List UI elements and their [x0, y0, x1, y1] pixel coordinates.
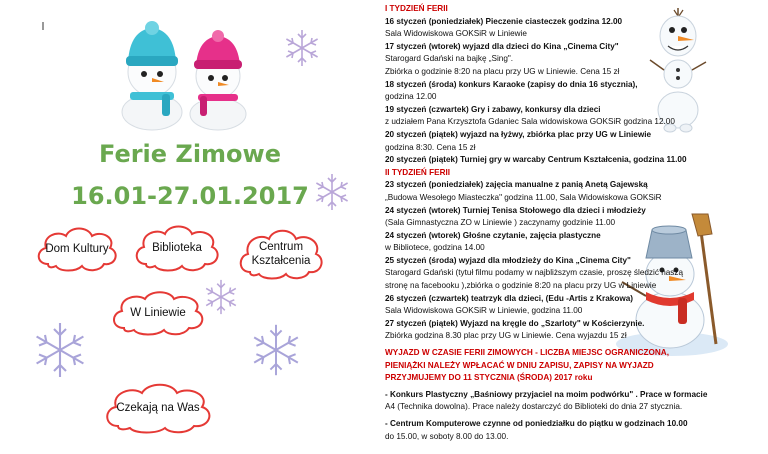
schedule-line: 17 styczeń (wtorek) wyjazd dla dzieci do Kina „Cinema City": [385, 41, 619, 51]
cloud-label: Dom Kultury: [45, 242, 109, 255]
schedule-line: 19 styczeń (czwartek) Gry i zabawy, konkursy dla dzieci: [385, 104, 601, 114]
cloud-dom-kultury: [34, 224, 120, 274]
schedule-line: „Budowa Wesołego Miasteczka" godzina 11.00, Sala Widowiskowa GOKSiR: [385, 192, 662, 202]
schedule-line: 23 styczeń (poniedziałek) zajęcia manualne z panią Anetą Gajewską: [385, 180, 648, 190]
schedule-line: stronę na facebooku ),zbiórka o godzinie 8:20 na placu przy UG w Liniewie: [385, 281, 657, 291]
schedule-line: 20 styczeń (piątek) Turniej gry w warcaby Centrum Kształcenia, godzina 11.00: [385, 155, 687, 165]
cloud-label: Biblioteka: [152, 241, 202, 254]
week1-header: I TYDZIEŃ FERII: [385, 4, 448, 13]
computer-centre-line: do 15.00, w soboty 8.00 do 13.00.: [385, 431, 509, 441]
schedule-line: godzina 12.00: [385, 92, 437, 102]
schedule-line: 16 styczeń (poniedziałek) Pieczenie ciasteczek godzina 12.00: [385, 16, 623, 26]
cloud-biblioteka: [132, 222, 222, 274]
snowflake-icon: [248, 322, 304, 378]
schedule-line: Starogard Gdański na bajkę „Sing".: [385, 54, 514, 64]
notice-line: WYJAZD W CZASIE FERII ZIMOWYCH - LICZBA MIEJSC OGRANICZONA,: [385, 348, 669, 358]
snowflake-icon: [30, 320, 90, 380]
schedule-line: 24 styczeń (wtorek) Turniej Tenisa Stołowego dla dzieci i młodzieży: [385, 205, 646, 215]
right-panel: [372, 0, 768, 454]
schedule-line: 18 styczeń (środa) konkurs Karaoke (zapisy do dnia 16 stycznia),: [385, 79, 638, 89]
schedule-line: (Sala Gimnastyczna ZO w Liniewie ) zaczynamy godzinie 11.00: [385, 218, 616, 228]
title-ferie-zimowe: Ferie Zimowe: [99, 140, 281, 168]
cloud-label: Centrum Kształcenia: [251, 240, 311, 267]
cloud-label: Czekają na Was: [116, 401, 200, 414]
schedule-line: 26 styczeń (czwartek) teatrzyk dla dzieci, (Edu -Artis z Krakowa): [385, 293, 633, 303]
cloud-czekaja-na-was: [100, 380, 216, 436]
schedule-line: godzina 8:30. Cena 15 zł: [385, 142, 476, 152]
schedule-line: 24 styczeń (wtorek) Głośne czytanie, zajęcia plastyczne: [385, 230, 601, 240]
week2-header: II TYDZIEŃ FERII: [385, 167, 451, 177]
schedule-line: Zbiórka o godzinie 8:20 na placu przy UG w Liniewie. Cena 15 zł: [385, 66, 620, 76]
notice-line: PIENIĄŻKI NALEŻY WPŁACAĆ W DNIU ZAPISU, ZAPISY NA WYJAZD: [385, 360, 654, 370]
computer-centre-line: - Centrum Komputerowe czynne od poniedziałku do piątku w godzinach 10.00: [385, 419, 688, 428]
schedule-line: z udziałem Pana Krzysztofa Gdaniec Sala widowiskowa GOKSiR godzina 12.00: [385, 117, 675, 127]
schedule-line: Zbiórka godzina 8.30 plac przy UG w Liniewie. Cena wyjazdu 15 zł: [385, 331, 627, 341]
left-panel: [0, 0, 362, 454]
contest-line: A4 (Technika dowolna). Prace należy dostarczyć do Biblioteki do dnia 27 stycznia.: [385, 402, 683, 412]
notice-line: PRZYJMUJEMY DO 11 STYCZNIA (ŚRODA) 2017 roku: [385, 373, 593, 383]
cloud-w-liniewie: [108, 288, 208, 338]
snowmen-illustration: [100, 20, 270, 132]
schedule-line: Sala Widowiskowa GOKSiR w Liniewie: [385, 29, 527, 39]
schedule-text: [385, 3, 755, 443]
schedule-line: Starogard Gdański (tytuł filmu podamy w najbliższym czasie, proszę śledzić naszą: [385, 268, 684, 278]
schedule-line: 25 styczeń (środa) wyjazd dla młodzieży do Kina „Cinema City": [385, 255, 631, 265]
cloud-label: W Liniewie: [130, 306, 186, 319]
schedule-line: 27 styczeń (piątek) Wyjazd na kręgle do „Szarloty" w Kościerzynie.: [385, 318, 645, 328]
snowflake-icon: [282, 28, 322, 68]
contest-line: - Konkurs Plastyczny „Baśniowy przyjaciel na moim podwórku" . Prace w formacie: [385, 389, 708, 399]
schedule-line: 20 styczeń (piątek) wyjazd na łyżwy, zbiórka plac przy UG w Liniewie: [385, 129, 652, 139]
schedule-line: w Bibliotece, godzina 14.00: [385, 243, 485, 253]
title-dates: 16.01-27.01.2017: [71, 182, 309, 210]
cloud-centrum-ksztalcenia: [236, 226, 326, 282]
small-mark: [42, 22, 44, 30]
schedule-line: Sala Widowiskowa GOKSiR w Liniewie, godzina 11.00: [385, 306, 583, 316]
